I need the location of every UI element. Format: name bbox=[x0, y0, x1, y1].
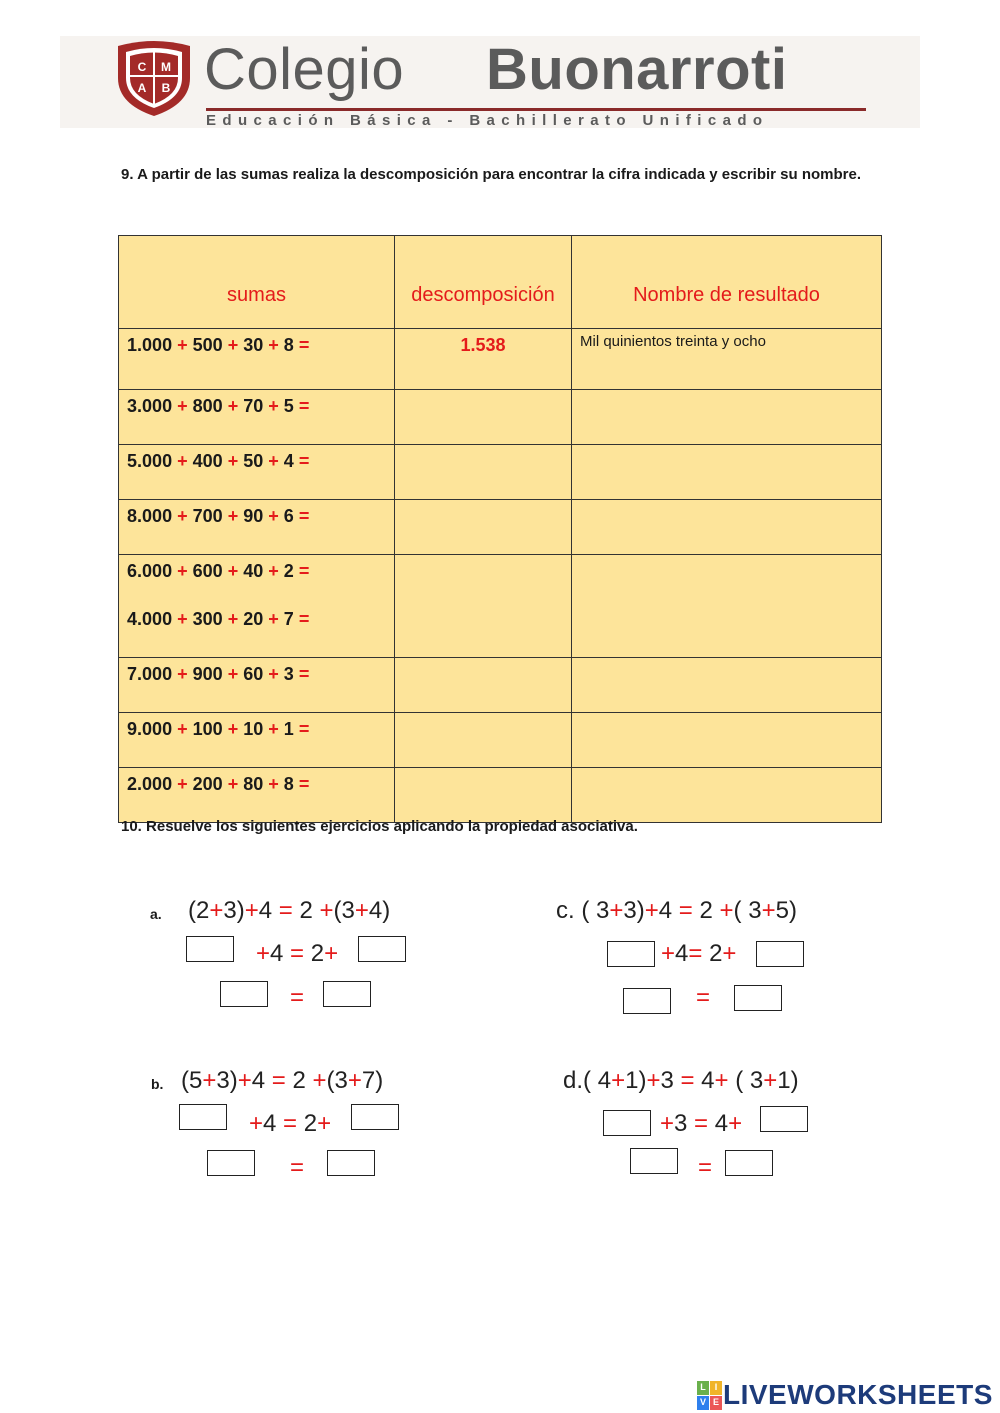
school-header bbox=[60, 36, 920, 128]
result-name-cell[interactable] bbox=[572, 445, 882, 500]
result-name-cell[interactable] bbox=[572, 500, 882, 555]
decomposition-cell[interactable] bbox=[395, 658, 572, 713]
instruction-9: 9. A partir de las sumas realiza la descomposición para encontrar la cifra indicada y escribir su nombre. bbox=[121, 166, 862, 183]
decomposition-cell[interactable] bbox=[395, 390, 572, 445]
header-divider bbox=[206, 108, 866, 111]
liveworksheets-wordmark: LIVEWORKSHEETS bbox=[723, 1379, 993, 1410]
exercise-a-answer-box-2[interactable] bbox=[358, 936, 406, 962]
exercise-c-equals: = bbox=[696, 984, 711, 1011]
school-subtitle: Educación Básica - Bachillerato Unificado bbox=[206, 112, 769, 129]
exercise-d-answer-box-1[interactable] bbox=[603, 1110, 651, 1136]
decomposition-cell[interactable] bbox=[395, 445, 572, 500]
school-name: Colegio bbox=[204, 37, 405, 102]
table-row bbox=[119, 713, 882, 768]
svg-text:C: C bbox=[137, 60, 147, 74]
header-descomposicion: descomposición bbox=[395, 236, 572, 329]
exercise-c-answer-box-2[interactable] bbox=[756, 941, 804, 967]
liveworksheets-logo bbox=[697, 1378, 993, 1412]
sums-table bbox=[118, 235, 882, 823]
sum-cell bbox=[119, 445, 395, 500]
table-header-row bbox=[119, 236, 882, 329]
school-shield-icon bbox=[112, 38, 196, 118]
svg-text:A: A bbox=[137, 81, 147, 95]
liveworksheets-icon: L I V E bbox=[697, 1381, 721, 1409]
table-row bbox=[119, 658, 882, 713]
sum-expression: 2.000 + 200 + 80 + 8 = bbox=[127, 774, 310, 794]
result-name-cell[interactable] bbox=[572, 555, 882, 658]
result-name-cell[interactable] bbox=[572, 713, 882, 768]
decomposition-cell[interactable] bbox=[395, 555, 572, 658]
exercise-c-answer-box-4[interactable] bbox=[734, 985, 782, 1011]
exercise-b-answer-box-2[interactable] bbox=[351, 1104, 399, 1130]
table-row bbox=[119, 555, 882, 658]
sum-expression: 9.000 + 100 + 10 + 1 = bbox=[127, 719, 310, 739]
decomposition-cell[interactable] bbox=[395, 713, 572, 768]
exercise-a-answer-box-1[interactable] bbox=[186, 936, 234, 962]
exercise-d-line2: +3 = 4+ bbox=[660, 1110, 743, 1137]
sum-cell bbox=[119, 329, 395, 390]
sum-expression: 8.000 + 700 + 90 + 6 = bbox=[127, 506, 310, 526]
exercise-c-answer-box-3[interactable] bbox=[623, 988, 671, 1014]
exercise-b-answer-box-1[interactable] bbox=[179, 1104, 227, 1130]
exercise-c-line2: +4= 2+ bbox=[661, 940, 737, 967]
exercise-b-equals: = bbox=[290, 1154, 305, 1181]
exercise-d-answer-box-3[interactable] bbox=[630, 1148, 678, 1174]
exercise-d-equation: d.( 4+1)+3 = 4+ ( 3+1) bbox=[563, 1067, 799, 1094]
sum-cell bbox=[119, 500, 395, 555]
exercise-b-answer-box-4[interactable] bbox=[327, 1150, 375, 1176]
exercise-b-equation: (5+3)+4 = 2 +(3+7) bbox=[181, 1067, 384, 1094]
exercise-a-label: a. bbox=[150, 906, 162, 922]
exercise-a-line2: +4 = 2+ bbox=[256, 940, 339, 967]
sum-cell bbox=[119, 555, 395, 658]
exercise-a-answer-box-4[interactable] bbox=[323, 981, 371, 1007]
instruction-10: 10. Resuelve los siguientes ejercicios aplicando la propiedad asociativa. bbox=[121, 818, 638, 835]
sum-cell bbox=[119, 658, 395, 713]
result-name-cell[interactable] bbox=[572, 390, 882, 445]
table-row bbox=[119, 329, 882, 390]
exercise-b-answer-box-3[interactable] bbox=[207, 1150, 255, 1176]
sum-expression: 1.000 + 500 + 30 + 8 = bbox=[127, 335, 310, 355]
decomposition-cell[interactable] bbox=[395, 500, 572, 555]
result-name-cell[interactable] bbox=[572, 658, 882, 713]
table-row bbox=[119, 500, 882, 555]
sum-expression: 5.000 + 400 + 50 + 4 = bbox=[127, 451, 310, 471]
exercise-b-line2: +4 = 2+ bbox=[249, 1110, 332, 1137]
table-row bbox=[119, 390, 882, 445]
table-row bbox=[119, 445, 882, 500]
school-name-bold: Buonarroti bbox=[486, 37, 788, 102]
svg-text:B: B bbox=[161, 81, 171, 95]
exercise-d-answer-box-4[interactable] bbox=[725, 1150, 773, 1176]
exercise-d-equals: = bbox=[698, 1154, 713, 1181]
sum-expression: 6.000 + 600 + 40 + 2 = bbox=[127, 561, 310, 581]
sum-expression: 3.000 + 800 + 70 + 5 = bbox=[127, 396, 310, 416]
header-sumas: sumas bbox=[119, 236, 395, 329]
svg-text:M: M bbox=[161, 60, 171, 74]
header-nombre: Nombre de resultado bbox=[572, 236, 882, 329]
exercise-a-answer-box-3[interactable] bbox=[220, 981, 268, 1007]
exercise-a-equals: = bbox=[290, 984, 305, 1011]
exercise-d-answer-box-2[interactable] bbox=[760, 1106, 808, 1132]
exercise-c-equation: c. ( 3+3)+4 = 2 +( 3+5) bbox=[556, 897, 797, 924]
exercise-c-answer-box-1[interactable] bbox=[607, 941, 655, 967]
result-name-cell: Mil quinientos treinta y ocho bbox=[572, 329, 882, 390]
exercise-b-label: b. bbox=[151, 1076, 164, 1092]
sum-expression: 7.000 + 900 + 60 + 3 = bbox=[127, 664, 310, 684]
sum-cell bbox=[119, 713, 395, 768]
exercise-a-equation: (2+3)+4 = 2 +(3+4) bbox=[188, 897, 391, 924]
sum-cell bbox=[119, 390, 395, 445]
sum-expression: 4.000 + 300 + 20 + 7 = bbox=[127, 609, 310, 629]
decomposition-cell: 1.538 bbox=[395, 329, 572, 390]
